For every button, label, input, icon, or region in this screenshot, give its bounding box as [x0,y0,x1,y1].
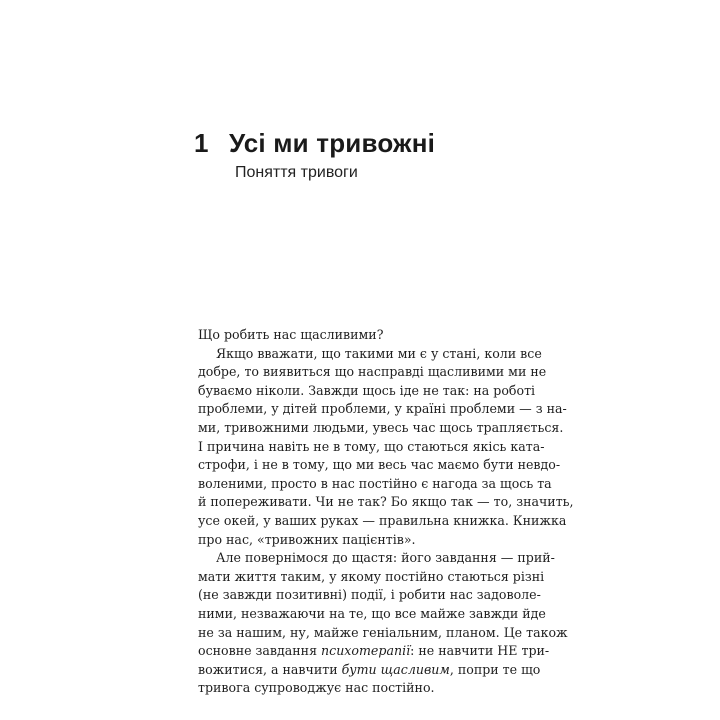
text-line [198,661,541,680]
text-line: (не завжди позитивні) події, і робити нас задоволе- [198,587,541,603]
text-run: основне завдання [198,643,322,659]
text-line: усе окей, у ваших руках — правильна книжка. Книжка [198,512,567,528]
text-line: про нас, «тривожних пацієнтів». [198,531,416,547]
text-line: строфи, і не в тому, що ми весь час маємо бути невдо- [198,457,561,473]
text-line: буваємо ніколи. Завжди щось іде не так: на роботі [198,382,536,398]
text-line: й попереживати. Чи не так? Бо якщо так — то, значить, [198,494,574,510]
body-text [198,326,574,698]
text-line: Але повернімося до щастя: його завдання — прий- [216,550,555,566]
text-line: ми, тривожними людьми, увесь час щось трапляється. [198,419,564,435]
text-line: тривога супроводжує нас постійно. [198,680,435,696]
chapter-title: Усі ми тривожні [229,128,436,158]
text-line: не за нашим, ну, майже геніальним, планом. Це також [198,624,568,640]
text-line: мати життя таким, у якому постійно стаються різні [198,568,545,584]
chapter-heading [194,128,435,159]
paragraph-1 [198,326,520,345]
text-line: воленими, просто в нас постійно є нагода за щось та [198,475,552,491]
chapter-subtitle: Поняття тривоги [235,164,358,181]
text-line: Що робить нас щасливими? [198,327,384,342]
chapter-number: 1 [194,128,209,158]
italic-term: бути щасливим [341,661,450,677]
italic-term: психотерапії [321,643,411,659]
text-line: І причина навіть не в тому, що стаються якісь ката- [198,438,545,454]
text-line [198,642,550,661]
text-run: вожитися, а навчити [198,661,342,677]
paragraph-2 [198,345,574,550]
text-line: добре, то виявиться що насправді щасливими ми не [198,364,547,380]
text-line: ними, незважаючи на те, що все майже завжди йде [198,605,546,621]
text-run: , попри те що [449,661,541,677]
text-run: : не навчити НЕ три- [410,643,550,659]
text-line: Якщо вважати, що такими ми є у стані, коли все [216,345,542,361]
text-line: проблеми, у дітей проблеми, у країні проблеми — з на- [198,401,567,417]
paragraph-3 [198,549,568,698]
